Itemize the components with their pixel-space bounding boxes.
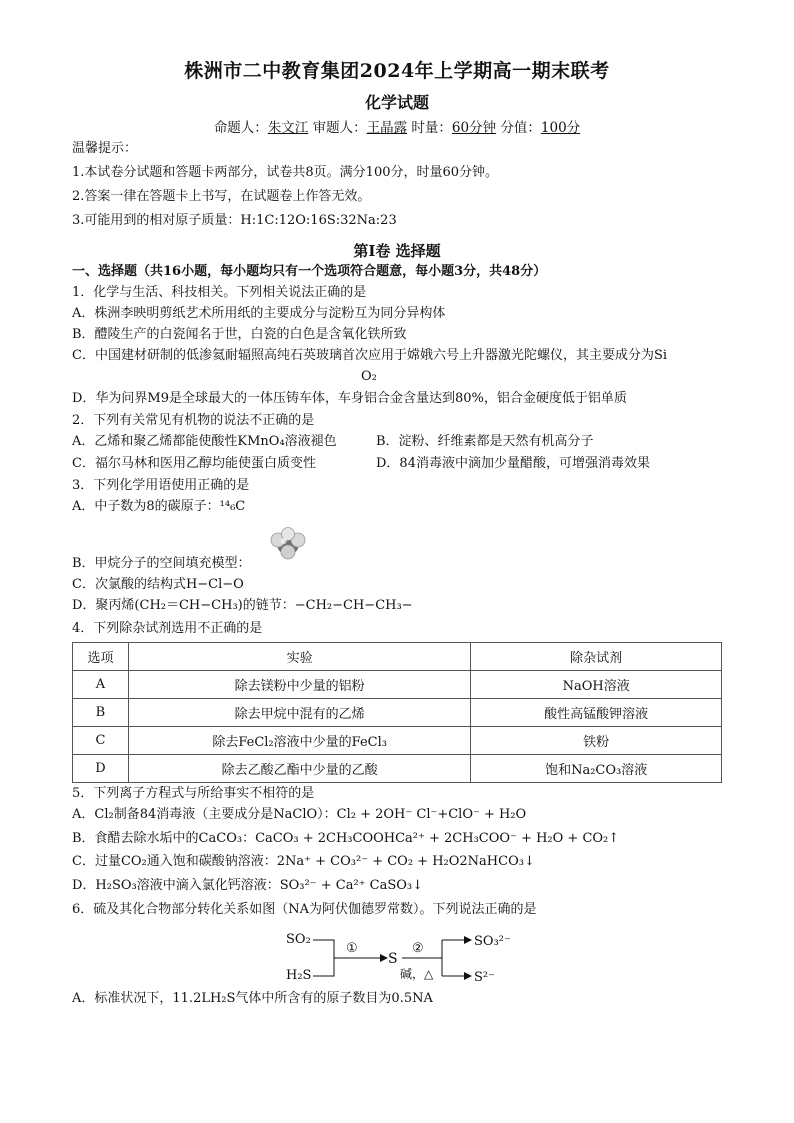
q4-cell-reagent: 酸性高锰酸钾溶液 (471, 699, 722, 727)
q2-option-c: C．福尔马林和医用乙醇均能使蛋白质变性 (72, 456, 316, 471)
diagram-sulfite: SO₃²⁻ (474, 934, 511, 949)
sulfur-conversion-diagram (282, 928, 512, 986)
exam-authors-line (0, 116, 794, 136)
reviewer-name: 王晶露 (366, 120, 408, 136)
q4-cell-reagent: NaOH溶液 (471, 671, 722, 699)
q5-option-d: D．H₂SO₃溶液中滴入氯化钙溶液：SO₃²⁻ + Ca²⁺ CaSO₃↓ (72, 878, 424, 893)
q4-header-experiment: 实验 (128, 643, 470, 671)
section-heading: 一、选择题（共16小题，每小题均只有一个选项符合题意，每小题3分，共48分） (72, 264, 547, 279)
exam-subtitle: 化学试题 (364, 93, 429, 112)
q1-option-b: B．醴陵生产的白瓷闻名于世，白瓷的白色是含氧化铁所致 (72, 327, 407, 342)
q1-option-d: D．华为问界M9是全球最大的一体压铸车体，车身铝合金含量达到80%，铝合金硬度低于铝单质 (72, 391, 627, 406)
q1-option-a: A．株洲李映明剪纸艺术所用纸的主要成分与淀粉互为同分异构体 (72, 306, 446, 321)
q1-option-c: C．中国建材研制的低渗氦耐辐照高纯石英玻璃首次应用于嫦娥六号上升器激光陀螺仪，其主要成分为Si (72, 348, 668, 363)
q4-cell-reagent: 铁粉 (471, 727, 722, 755)
q3-option-a: A．中子数为8的碳原子：¹⁴₆C (72, 499, 246, 514)
q4-header-option: 选项 (73, 643, 129, 671)
q3-stem: 3．下列化学用语使用正确的是 (72, 478, 250, 493)
tip-item-2: 2.答案一律在答题卡上书写，在试题卷上作答无效。 (72, 189, 371, 204)
q4-cell-option: C (73, 727, 129, 755)
tips-heading: 温馨提示： (72, 141, 138, 156)
q2-option-b: B．淀粉、纤维素都是天然有机高分子 (376, 434, 594, 449)
q1-stem: 1．化学与生活、科技相关。下列相关说法正确的是 (72, 285, 367, 300)
q5-option-b: B．食醋去除水垢中的CaCO₃：CaCO₃ + 2CH₃COOHCa²⁺ + 2CH₃COO⁻ + H₂O + CO₂↑ (72, 831, 620, 846)
tip-item-3: 3.可能用到的相对原子质量：H:1C:12O:16S:32Na:23 (72, 213, 397, 228)
table-row (73, 671, 722, 699)
q5-option-a: A．Cl₂制备84消毒液（主要成分是NaClO）：Cl₂ + 2OH⁻ Cl⁻+ClO⁻ + H₂O (72, 807, 527, 822)
diagram-sulfide: S²⁻ (474, 970, 495, 985)
q6-stem: 6．硫及其化合物部分转化关系如图（NA为阿伏伽德罗常数）。下列说法正确的是 (72, 902, 537, 917)
q5-stem: 5．下列离子方程式与所给事实不相符的是 (72, 786, 315, 801)
q4-cell-option: A (73, 671, 129, 699)
q1-option-c-continued: O₂ (361, 369, 377, 384)
score-value: 100分 (540, 120, 581, 136)
q4-header-reagent: 除杂试剂 (471, 643, 722, 671)
q4-cell-reagent: 饱和Na₂CO₃溶液 (471, 755, 722, 783)
q2-stem: 2．下列有关常见有机物的说法不正确的是 (72, 413, 315, 428)
q4-cell-experiment: 除去镁粉中少量的铝粉 (128, 671, 470, 699)
q3-option-c: C．次氯酸的结构式H−Cl−O (72, 577, 244, 592)
q4-stem: 4．下列除杂试剂选用不正确的是 (72, 621, 263, 636)
q4-cell-option: D (73, 755, 129, 783)
table-row (73, 755, 722, 783)
setter-name: 朱文江 (267, 120, 309, 136)
q3-option-d: D．聚丙烯(CH₂＝CH−CH₃)的链节：−CH₂−CH−CH₃− (72, 598, 413, 613)
diagram-step-1: ① (346, 941, 358, 956)
q4-cell-experiment: 除去乙酸乙酯中少量的乙酸 (128, 755, 470, 783)
q2-option-a: A．乙烯和聚乙烯都能使酸性KMnO₄溶液褪色 (72, 434, 337, 449)
table-row (73, 699, 722, 727)
diagram-h2s: H₂S (286, 968, 312, 983)
diagram-sulfur: S (388, 951, 398, 967)
q6-option-a: A．标准状况下，11.2LH₂S气体中所含有的原子数目为0.5NA (72, 991, 433, 1006)
reviewer-label: 审题人： (308, 120, 367, 136)
diagram-so2: SO₂ (286, 932, 311, 947)
tip-item-1: 1.本试卷分试题和答题卡两部分，试卷共8页。满分100分，时量60分钟。 (72, 165, 499, 180)
diagram-step-2: ② (412, 941, 424, 956)
setter-label: 命题人： (213, 120, 268, 136)
q4-table (72, 642, 722, 783)
time-value: 60分钟 (451, 120, 497, 136)
time-label: 时量： (407, 120, 452, 136)
score-label: 分值： (496, 120, 541, 136)
exam-title: 株洲市二中教育集团2024年上学期高一期末联考 (184, 60, 610, 82)
q5-option-c: C．过量CO₂通入饱和碳酸钠溶液：2Na⁺ + CO₃²⁻ + CO₂ + H₂O2NaHCO₃↓ (72, 854, 535, 869)
q4-cell-experiment: 除去FeCl₂溶液中少量的FeCl₃ (128, 727, 470, 755)
q4-cell-experiment: 除去甲烷中混有的乙烯 (128, 699, 470, 727)
q2-option-d: D．84消毒液中滴加少量醋酸，可增强消毒效果 (376, 456, 650, 471)
section-title: 第Ⅰ卷 选择题 (353, 242, 441, 260)
q4-cell-option: B (73, 699, 129, 727)
table-row (73, 727, 722, 755)
diagram-condition: 碱，△ (400, 967, 434, 981)
q4-table-header-row (73, 643, 722, 671)
q3-option-b: B．甲烷分子的空间填充模型： (72, 556, 251, 571)
